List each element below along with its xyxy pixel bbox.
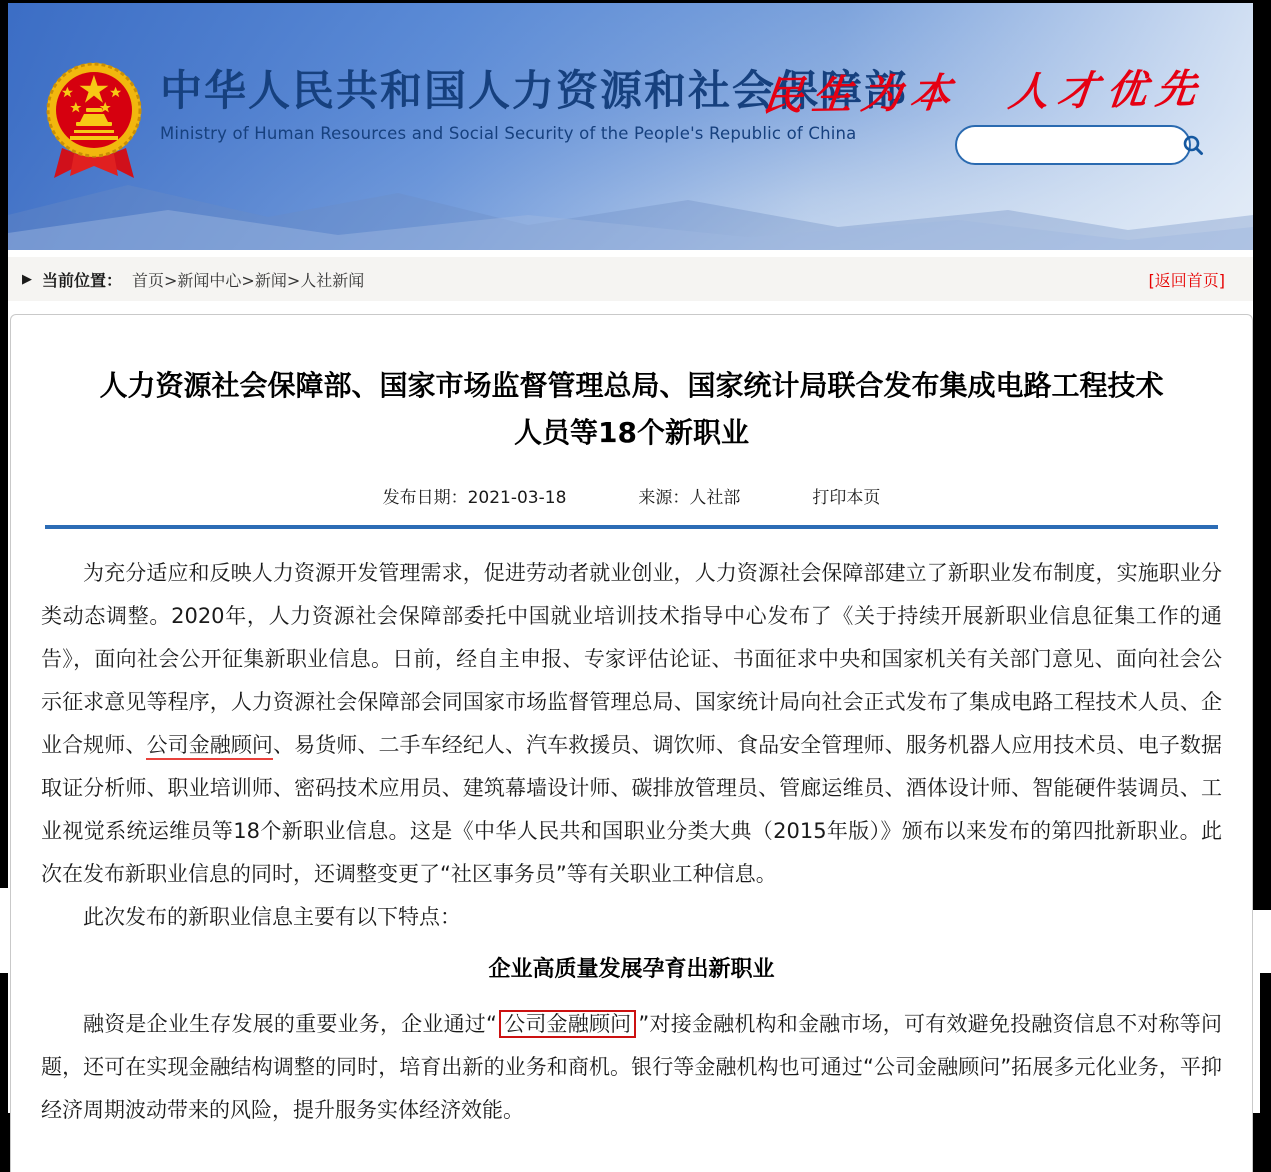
site-title-chinese: 中华人民共和国人力资源和社会保障部 [160, 66, 909, 115]
breadcrumb-arrow-icon: ▶ [22, 271, 32, 287]
paragraph-1 [41, 552, 1222, 896]
publish-date-label: 发布日期： [382, 488, 468, 508]
breadcrumb-bar [8, 257, 1253, 301]
paragraph-1-text-b: 、易货师、二手车经纪人、汽车救援员、调饮师、食品安全管理师、服务机器人应用技术员、电子数据取证分析师、职业培训师、密码技术应用员、建筑幕墙设计师、碳排放管理员、管廊运维员、酒体设计师、智能硬件装调员、工业视觉系统运维员等18个新职业信息。这是《中华人民共和国职业分类大典（2015年版）》颁布以来发布的第四批新职业。此次在发布新职业信息的同时，还调整变更了“社区事务员”等有关职业工种信息。 [41, 733, 1223, 886]
article-body [41, 552, 1222, 1132]
red-boxed-term: 公司金融顾问 [499, 1010, 636, 1038]
breadcrumb-path[interactable]: 首页>新闻中心>新闻>人社新闻 [132, 270, 365, 290]
source-value: 人社部 [689, 488, 741, 508]
article-container [10, 314, 1253, 1172]
red-underlined-term: 公司金融顾问 [146, 733, 273, 760]
paragraph-3-text-b: ”对接金融机构和金融市场，可有效避免投融资信息不对称等问题，还可在实现金融结构调整的同时，培育出新的业务和商机。银行等金融机构也可通过“公司金融顾问”拓展多元化业务，平抑经济周期波动带来的风险，提升服务实体经济效能。 [41, 1012, 1222, 1122]
return-home-link[interactable]: [返回首页] [1148, 270, 1225, 290]
search-box [955, 125, 1191, 165]
paragraph-1-text-a: 为充分适应和反映人力资源开发管理需求，促进劳动者就业创业，人力资源社会保障部建立了新职业发布制度，实施职业分类动态调整。2020年，人力资源社会保障部委托中国就业培训技术指导中心发布了《关于持续开展新职业信息征集工作的通告》，面向社会公开征集新职业信息。日前，经自主申报、专家评估论证、书面征求中央和国家机关有关部门意见、面向社会公示征求意见等程序，人力资源社会保障部会同国家市场监督管理总局、国家统计局向社会正式发布了集成电路工程技术人员、企业合规师、 [41, 561, 1222, 757]
slogan-calligraphy: 民生为本 人才优先 [760, 65, 1208, 120]
paragraph-2: 此次发布的新职业信息主要有以下特点： [83, 905, 461, 929]
article-source [638, 483, 740, 508]
header-mountains-decoration [8, 155, 1253, 250]
paragraph-3-text-a: 融资是企业生存发展的重要业务，企业通过“ [83, 1012, 497, 1036]
source-label: 来源： [638, 488, 690, 508]
publish-date-value: 2021-03-18 [467, 488, 567, 508]
browser-page [8, 3, 1253, 1122]
print-page-link[interactable]: 打印本页 [812, 488, 881, 508]
article-title: 人力资源社会保障部、国家市场监督管理总局、国家统计局联合发布集成电路工程技术人员等18个新职业 [99, 369, 1164, 449]
search-button[interactable] [1182, 129, 1204, 161]
title-divider [45, 525, 1218, 529]
site-title-english: Ministry of Human Resources and Social Security of the People's Republic of China [160, 124, 857, 143]
search-icon [1182, 134, 1204, 156]
national-emblem-icon [44, 56, 144, 188]
screen-edge-patch-right [1253, 910, 1271, 973]
breadcrumb-label: 当前位置： [42, 270, 123, 290]
article-meta [39, 483, 1224, 508]
site-header-banner [8, 3, 1253, 250]
screen-edge-patch-right-bottom [1253, 973, 1260, 1113]
publish-date [383, 483, 567, 508]
section-heading: 企业高质量发展孕育出新职业 [488, 957, 775, 982]
search-input[interactable] [971, 129, 1182, 161]
screen-edge-patch-left [0, 888, 8, 973]
